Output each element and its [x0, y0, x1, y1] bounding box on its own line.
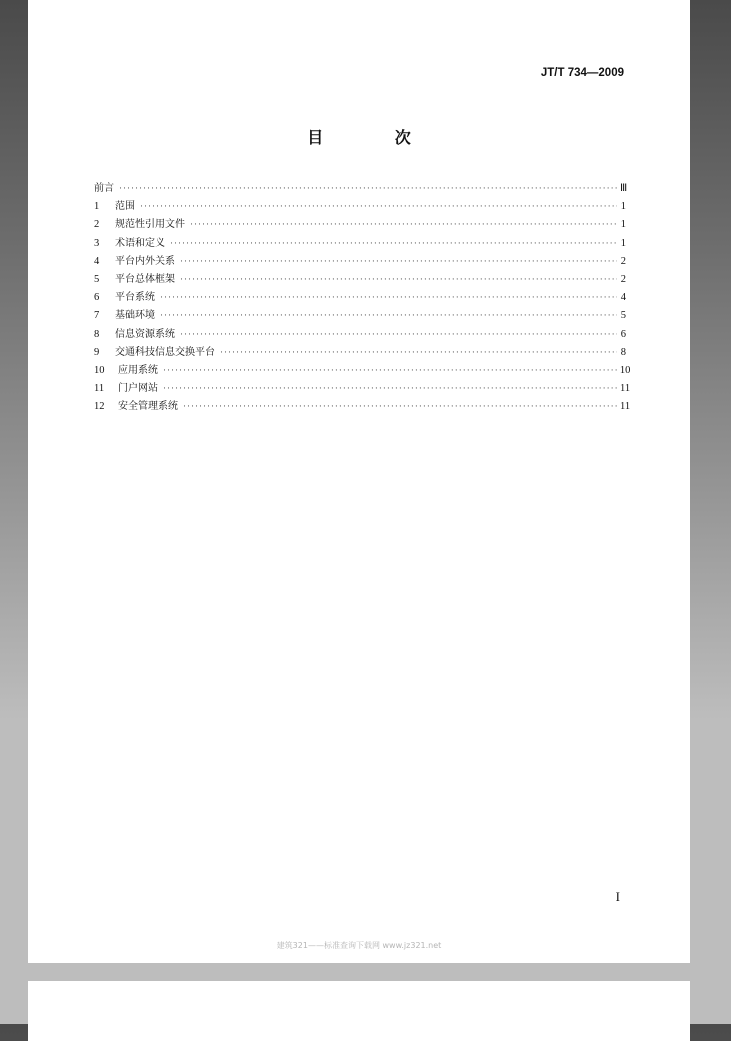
toc-leader-dots [160, 310, 617, 320]
toc-entry-label: 平台系统 [115, 292, 155, 304]
toc-entry-label: 基础环境 [115, 310, 155, 322]
toc-entry-number: 6 [94, 292, 100, 304]
toc-leader-dots [180, 274, 617, 284]
toc-entry-page: 4 [620, 292, 626, 304]
toc-entry-label: 安全管理系统 [118, 401, 178, 413]
toc-entry-number: 3 [94, 237, 100, 249]
toc-leader-dots [140, 201, 617, 211]
toc-entry-page: Ⅲ [620, 183, 628, 194]
toc-entry-number: 2 [94, 219, 100, 231]
toc-entry-9[interactable] [94, 343, 626, 361]
next-document-page [28, 981, 690, 1041]
toc-entry-label: 前言 [94, 183, 114, 194]
toc-entry-11[interactable] [94, 379, 631, 397]
toc-entry-number: 4 [94, 255, 100, 267]
toc-entry-page: 2 [620, 273, 626, 285]
page-number: I [615, 889, 620, 904]
toc-entry-label: 交通科技信息交换平台 [115, 346, 215, 358]
toc-entry-page: 1 [620, 219, 626, 231]
toc-entry-label: 应用系统 [118, 364, 158, 376]
toc-leader-dots [163, 383, 617, 393]
toc-entry-6[interactable] [94, 288, 626, 306]
toc-entry-page: 5 [620, 310, 626, 322]
toc-entry-5[interactable] [94, 270, 626, 288]
toc-entry-7[interactable] [94, 306, 626, 324]
toc-leader-dots [183, 401, 617, 411]
toc-leader-dots [190, 219, 617, 229]
toc-entry-number: 1 [94, 201, 100, 213]
toc-leader-dots [180, 329, 617, 339]
toc-entry-label: 规范性引用文件 [115, 219, 185, 231]
toc-entry-3[interactable] [94, 234, 626, 252]
toc-entry-number: 9 [94, 346, 100, 358]
toc-entry-page: 11 [620, 383, 631, 395]
toc-entry-page: 6 [620, 328, 626, 340]
toc-entry-page: 8 [620, 346, 626, 358]
toc-entry-number: 8 [94, 328, 100, 340]
watermark: 建筑321——标准查询下载网 www.jz321.net [276, 941, 442, 950]
standard-code: JT/T 734—2009 [540, 67, 624, 79]
toc-entry-label: 平台总体框架 [115, 273, 175, 285]
toc-leader-dots [119, 183, 617, 193]
toc-leader-dots [180, 256, 617, 266]
toc-entry-page: 11 [620, 401, 631, 413]
toc-entry-number: 12 [94, 401, 105, 413]
toc-entry-number: 5 [94, 273, 100, 285]
toc-leader-dots [220, 347, 617, 357]
document-page [28, 0, 690, 963]
toc-leader-dots [170, 238, 617, 248]
toc-entry-foreword[interactable] [94, 179, 626, 197]
toc-entry-4[interactable] [94, 252, 626, 270]
toc-entry-page: 10 [619, 364, 631, 376]
toc-title: 目 次 [307, 128, 444, 147]
toc-entry-1[interactable] [94, 197, 626, 215]
toc-entry-number: 7 [94, 310, 100, 322]
toc-entry-label: 平台内外关系 [115, 255, 175, 267]
toc-entry-page: 1 [620, 201, 626, 213]
toc-entry-label: 信息资源系统 [115, 328, 175, 340]
toc-entry-label: 范围 [115, 201, 135, 213]
toc-entry-8[interactable] [94, 325, 626, 343]
toc-entry-number: 11 [94, 383, 105, 395]
toc-entry-12[interactable] [94, 397, 631, 415]
toc-entry-label: 术语和定义 [115, 237, 165, 249]
toc-entry-label: 门户网站 [118, 383, 158, 395]
toc-leader-dots [163, 365, 617, 375]
toc-entry-2[interactable] [94, 215, 626, 233]
toc-entry-page: 2 [620, 255, 626, 267]
table-of-contents [94, 179, 631, 415]
toc-entry-10[interactable] [94, 361, 631, 379]
toc-entry-number: 10 [94, 364, 105, 376]
toc-leader-dots [160, 292, 617, 302]
toc-entry-page: 1 [620, 237, 626, 249]
